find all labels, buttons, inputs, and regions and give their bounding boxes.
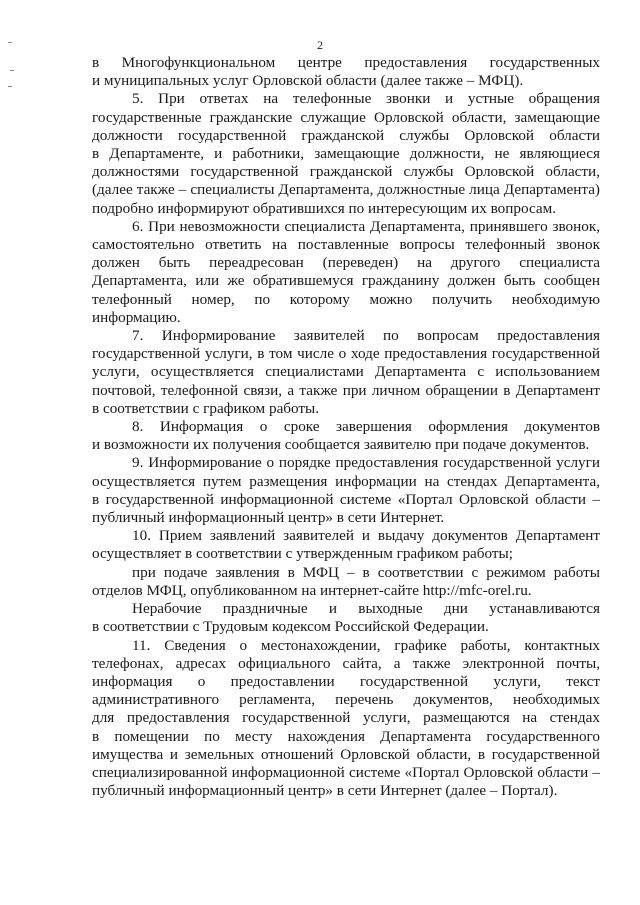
text-line: публичный информационный центр» в сети Интернет. — [92, 509, 445, 527]
text-line: подробно информируют обратившихся по интересующим их вопросам. — [92, 199, 557, 217]
paragraph — [92, 527, 600, 563]
text-line: должности государственной гражданской службы Орловской области — [92, 126, 600, 144]
text-line: в соответствии с Трудовым кодексом Российской Федерации. — [92, 618, 489, 636]
text-line: осуществляется путем размещения информации на стендах Департамента, — [92, 472, 600, 490]
text-line: 7. Информирование заявителей по вопросам предоставления — [132, 327, 600, 345]
text-line: в Многофункциональном центре предоставления государственных — [92, 54, 600, 71]
paragraph — [92, 90, 600, 217]
text-line: должностями государственной гражданской службы Орловской области, — [92, 163, 600, 181]
text-line: публичный информационный центр» в сети Интернет (далее – Портал). — [92, 782, 558, 800]
text-line: государственные гражданские служащие Орловской области, замещающие — [92, 108, 600, 126]
margin-scan-marks — [8, 42, 18, 102]
paragraph — [92, 54, 600, 90]
text-line: услуги, осуществляется специалистами Департамента с использованием — [92, 363, 600, 381]
paragraph — [92, 218, 600, 327]
document-body — [92, 54, 600, 800]
text-line: государственной услуги, в том числе о ходе предоставления государственной — [92, 345, 600, 363]
text-line: должен быть переадресован (переведен) на другого специалиста — [92, 254, 600, 272]
text-line: при подаче заявления в МФЦ – в соответствии с режимом работы — [132, 563, 600, 581]
paragraph — [92, 637, 600, 801]
text-line: Нерабочие праздничные и выходные дни устанавливаются — [132, 600, 600, 618]
text-line: Департамента, или же обратившемуся гражданину должен быть сообщен — [92, 272, 600, 290]
text-line: информацию. — [92, 308, 181, 326]
text-line: телефонный номер, по которому можно получить необходимую — [92, 290, 600, 308]
text-line: имущества и земельных отношений Орловской области, в государственной — [92, 745, 600, 763]
text-line: осуществляет в соответствии с утвержденным графиком работы; — [92, 545, 513, 563]
text-line: 10. Прием заявлений заявителей и выдачу документов Департамент — [132, 527, 600, 545]
text-line: административного регламента, перечень документов, необходимых — [92, 691, 600, 709]
text-line: 9. Информирование о порядке предоставления государственной услуги — [132, 454, 600, 472]
text-line: 6. При невозможности специалиста Департамента, принявшего звонок, — [132, 217, 600, 235]
text-line: специализированной информационной системе «Портал Орловской области – — [92, 763, 600, 781]
paragraph — [92, 327, 600, 418]
text-line: самостоятельно ответить на поставленные вопросы телефонный звонок — [92, 236, 600, 254]
paragraph — [92, 454, 600, 527]
text-line: 11. Сведения о местонахождении, графике работы, контактных — [132, 636, 600, 654]
text-line: отделов МФЦ, опубликованном на интернет-сайте http://mfc-orel.ru. — [92, 581, 532, 599]
text-line: 8. Информация о сроке завершения оформления документов — [132, 418, 600, 436]
text-line: и муниципальных услуг Орловской области (далее также – МФЦ). — [92, 72, 524, 90]
page-number: 2 — [317, 38, 323, 52]
text-line: почтовой, телефонной связи, а также при личном обращении в Департамент — [92, 381, 600, 399]
paragraph — [92, 564, 600, 600]
text-line: в помещении по месту нахождения Департамента государственного — [92, 727, 600, 745]
text-line: для предоставления государственной услуги, размещаются на стендах — [92, 709, 600, 727]
text-line: информация о предоставлении государственной услуги, текст — [92, 672, 600, 690]
paragraph — [92, 600, 600, 636]
text-line: 5. При ответах на телефонные звонки и устные обращения — [132, 90, 600, 108]
text-line: в соответствии с графиком работы. — [92, 399, 320, 417]
paragraph — [92, 418, 600, 454]
text-line: в государственной информационной системе «Портал Орловской области – — [92, 490, 600, 508]
text-line: и возможности их получения сообщается заявителю при подаче документов. — [92, 436, 590, 454]
text-line: телефонах, адресах официального сайта, а также электронной почты, — [92, 654, 600, 672]
text-line: в Департаменте, и работники, замещающие должности, не являющиеся — [92, 145, 600, 163]
text-line: (далее также – специалисты Департамента, должностные лица Департамента) — [92, 181, 600, 199]
